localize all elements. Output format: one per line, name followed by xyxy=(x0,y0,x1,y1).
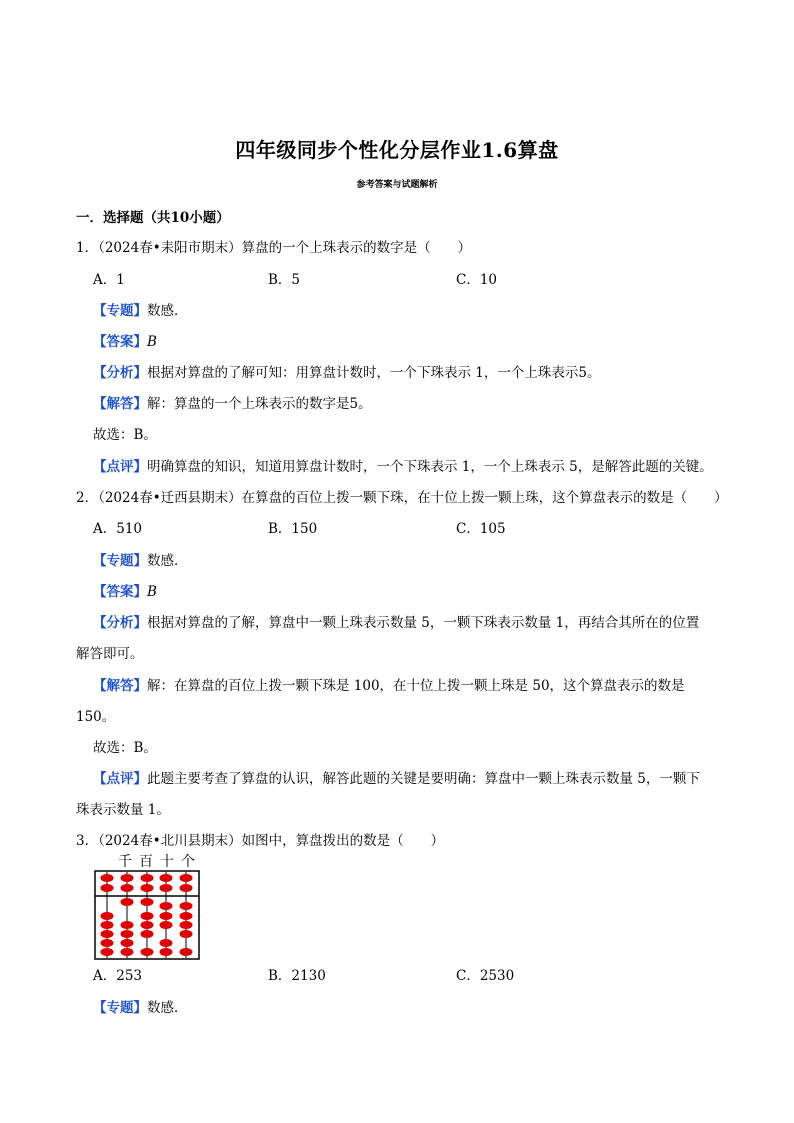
abacus-bead xyxy=(121,948,134,956)
question-1-option-b: B．5 xyxy=(268,272,301,288)
question-3-option-b: B．2130 xyxy=(268,968,326,984)
question-1-answer xyxy=(93,330,157,350)
question-1-choose: 故选：B。 xyxy=(93,427,157,443)
question-1-stem: 1．（2024春•耒阳市期末）算盘的一个上珠表示的数字是（ ） xyxy=(76,240,472,256)
question-2-analysis-cont: 解答即可。 xyxy=(76,646,144,662)
section-heading: 一．选择题（共10小题） xyxy=(76,210,230,226)
abacus-bead xyxy=(141,948,154,956)
abacus-bead xyxy=(121,898,134,906)
answer-tag: 【答案】 xyxy=(93,584,147,600)
topic-text: 数感． xyxy=(147,553,188,569)
abacus-bead xyxy=(101,948,114,956)
answer-tag: 【答案】 xyxy=(93,334,147,350)
analysis-text: 根据对算盘的了解，算盘中一颗上珠表示数量 5，一颗下珠表示数量 1，再结合其所在的位置 xyxy=(147,615,700,631)
question-2-solution-cont: 150。 xyxy=(76,709,116,725)
abacus-bead xyxy=(160,912,173,920)
question-2-choose: 故选：B。 xyxy=(93,740,157,756)
label-thousands: 千 xyxy=(118,854,132,870)
abacus-bead xyxy=(141,912,154,920)
abacus-beads xyxy=(101,872,193,958)
abacus-bead xyxy=(141,884,154,892)
comment-text: 明确算盘的知识，知道用算盘计数时，一个下珠表示 1，一个上珠表示 5，是解答此题的关键。 xyxy=(147,459,713,475)
question-2-answer xyxy=(93,580,157,600)
question-3-stem: 3．（2024春•北川县期末）如图中，算盘拨出的数是（ ） xyxy=(76,833,445,849)
question-2-comment-cont: 珠表示数量 1。 xyxy=(76,802,170,818)
question-2-option-b: B．150 xyxy=(268,521,318,537)
question-2-analysis xyxy=(93,611,699,631)
question-3-option-c: C．2530 xyxy=(456,968,515,984)
question-2-option-a: A．510 xyxy=(93,521,143,537)
topic-tag: 【专题】 xyxy=(93,303,147,319)
abacus-bead xyxy=(160,948,173,956)
question-2-stem: 2．（2024春•迁西县期末）在算盘的百位上拨一颗下珠，在十位上拨一颗上珠，这个算盘表示的数是（ ） xyxy=(76,490,728,506)
analysis-tag: 【分析】 xyxy=(93,615,147,631)
abacus-bead xyxy=(101,921,114,929)
abacus-bead xyxy=(121,874,134,882)
question-1-option-c: C．10 xyxy=(456,272,498,288)
question-2-option-c: C．105 xyxy=(456,521,506,537)
question-3-option-a: A．253 xyxy=(93,968,143,984)
question-1-solution xyxy=(93,392,372,412)
abacus-bead xyxy=(121,884,134,892)
page-subtitle: 参考答案与试题解析 xyxy=(356,180,438,190)
abacus-bead xyxy=(101,939,114,947)
abacus-bead xyxy=(160,884,173,892)
topic-text: 数感． xyxy=(147,1000,188,1016)
abacus-bead xyxy=(180,921,193,929)
solution-tag: 【解答】 xyxy=(93,396,147,412)
abacus-bead xyxy=(101,874,114,882)
question-2-topic xyxy=(93,549,188,569)
question-1-analysis xyxy=(93,361,600,381)
topic-text: 数感． xyxy=(147,303,188,319)
abacus-bead xyxy=(180,884,193,892)
question-1-topic xyxy=(93,299,188,319)
label-tens: 十 xyxy=(160,854,174,870)
solution-tag: 【解答】 xyxy=(93,678,147,694)
abacus-bead xyxy=(160,939,173,947)
abacus-bead xyxy=(160,902,173,910)
abacus-bead xyxy=(180,912,193,920)
abacus-bead xyxy=(160,921,173,929)
abacus-bead xyxy=(141,930,154,938)
analysis-text: 根据对算盘的了解可知：用算盘计数时，一个下珠表示 1，一个上珠表示5。 xyxy=(147,365,601,381)
label-hundreds: 百 xyxy=(139,854,153,870)
answer-text: B xyxy=(147,334,157,350)
abacus-bead xyxy=(141,921,154,929)
analysis-tag: 【分析】 xyxy=(93,365,147,381)
question-2-solution xyxy=(93,674,685,694)
abacus-bead xyxy=(121,921,134,929)
abacus-bead xyxy=(180,874,193,882)
label-ones: 个 xyxy=(181,854,195,870)
abacus-bead xyxy=(180,902,193,910)
abacus-bead xyxy=(101,884,114,892)
page-title: 四年级同步个性化分层作业1.6算盘 xyxy=(235,138,559,162)
question-3-topic xyxy=(93,996,188,1016)
abacus-bead xyxy=(101,912,114,920)
abacus-bead xyxy=(141,874,154,882)
abacus-bead xyxy=(180,948,193,956)
abacus-bead xyxy=(121,930,134,938)
solution-text: 解：在算盘的百位上拨一颗下珠是 100，在十位上拨一颗上珠是 50，这个算盘表示的数是 xyxy=(147,678,685,694)
comment-tag: 【点评】 xyxy=(93,459,147,475)
question-2-comment xyxy=(93,767,700,787)
abacus-bead xyxy=(141,898,154,906)
abacus-bead xyxy=(160,874,173,882)
comment-tag: 【点评】 xyxy=(93,771,147,787)
abacus-bead xyxy=(101,930,114,938)
answer-text: B xyxy=(147,584,157,600)
topic-tag: 【专题】 xyxy=(93,1000,147,1016)
question-1-option-a: A．1 xyxy=(93,272,125,288)
abacus-figure xyxy=(94,870,200,960)
comment-text: 此题主要考查了算盘的认识，解答此题的关键是要明确：算盘中一颗上珠表示数量 5，一颗下 xyxy=(147,771,700,787)
abacus-bead xyxy=(180,930,193,938)
topic-tag: 【专题】 xyxy=(93,553,147,569)
abacus-bead xyxy=(121,939,134,947)
solution-text: 解：算盘的一个上珠表示的数字是5。 xyxy=(147,396,372,412)
question-1-comment xyxy=(93,455,713,475)
